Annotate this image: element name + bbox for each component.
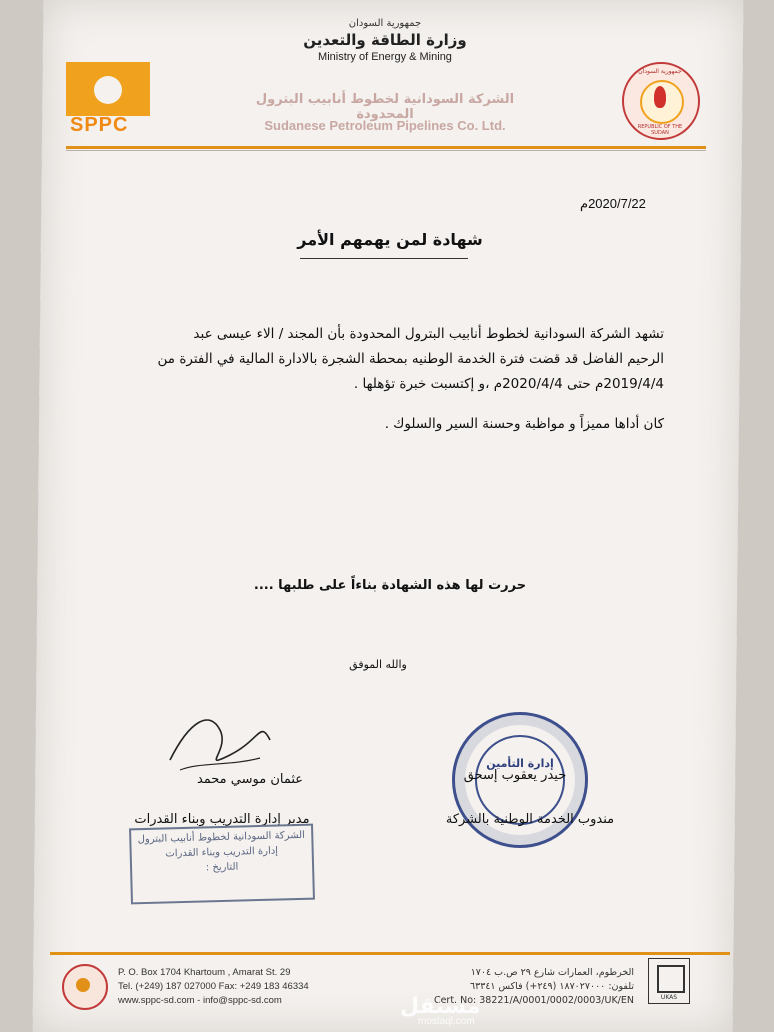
flame-icon — [654, 86, 666, 108]
dept-stamp-line-3: التاريخ : — [205, 861, 239, 874]
ukas-certification-icon — [648, 958, 690, 1004]
ukas-label: UKAS — [660, 994, 678, 1001]
footer-phone-ar: تلفون: ١٨٧٠٢٧٠٠٠ (٢٤٩+) فاكس ٦٣٣٤١ — [470, 981, 634, 992]
dept-stamp-line-2: إدارة التدريب وبناء القدرات — [165, 845, 279, 860]
footer-address-ar: الخرطوم، العمارات شارع ٢٩ ص.ب ١٧٠٤ — [470, 967, 634, 978]
body-line-4: كان أداها مميزاً و مواظبة وحسنة السير والسلوك . — [384, 416, 664, 432]
header-divider-thin — [66, 150, 706, 151]
right-signatory-name: حيدر يعقوب إسحق — [463, 768, 567, 783]
emblem-bottom-text: REPUBLIC OF THE SUDAN — [637, 124, 683, 136]
letter-body — [96, 322, 664, 437]
closing-salutation: والله الموفق — [349, 658, 407, 671]
stamp-label: إدارة التأمين — [486, 757, 554, 770]
header-divider — [66, 146, 706, 149]
footer-divider — [50, 952, 730, 955]
ministry-name-en: Ministry of Energy & Mining — [318, 51, 452, 63]
ministry-emblem — [622, 62, 700, 140]
letter-date: 2020/7/22م — [580, 196, 646, 211]
company-name-en: Sudanese Petroleum Pipelines Co. Ltd. — [264, 118, 506, 133]
dept-stamp-line-1: الشركة السودانية لخطوط أنابيب البترول — [137, 829, 306, 846]
footer-contact-en — [118, 966, 309, 1008]
sppc-logo-text: SPPC — [70, 114, 129, 136]
footer-cert-number: Cert. No: 38221/A/0001/0002/0003/UK/EN — [433, 995, 634, 1006]
title-underline — [300, 258, 468, 259]
body-line-1: تشهد الشركة السودانية لخطوط أنابيب البترول المحدودة بأن المجند / الاء عيسى عبد — [193, 326, 664, 342]
right-signatory-title: مندوب الخدمة الوطنية بالشركة — [445, 812, 615, 827]
watermark-ar: مستقل — [400, 994, 481, 1019]
body-line-3: 2019/4/4م حتى 2020/4/4م ،و إكتسبت خبرة تؤهلها . — [353, 376, 664, 392]
republic-label: جمهورية السودان — [348, 18, 422, 29]
footer-phone-en: Tel. (+249) 187 027000 Fax: +249 183 46334 — [118, 981, 309, 992]
company-name-ar: الشركة السودانية لخطوط أنابيب البترول المحدودة — [255, 92, 515, 122]
emblem-top-text: جمهورية السودان — [638, 68, 682, 75]
closing-statement: حررت لها هذه الشهادة بناءاً على طلبها .... — [253, 578, 527, 593]
sppc-logo-circle — [94, 76, 122, 104]
department-stamp — [129, 824, 315, 905]
watermark-en: mostaql.com — [418, 1016, 475, 1027]
sppc-logo — [66, 62, 150, 142]
left-signatory-title: مدير إدارة التدريب وبناء القدرات — [134, 812, 310, 827]
footer-web-en: www.sppc-sd.com - info@sppc-sd.com — [118, 995, 282, 1006]
handwritten-signature — [160, 700, 280, 780]
ministry-name-ar: وزارة الطاقة والتعدين — [303, 31, 467, 49]
footer-emblem-icon — [62, 964, 108, 1010]
body-line-2: الرحيم الفاضل قد قضت فترة الخدمة الوطنيه بمحطة الشجرة بالادارة المالية في الفترة من — [157, 351, 664, 367]
letterhead — [260, 18, 510, 63]
letter-title: شهادة لمن يهمهم الأمر — [297, 230, 483, 249]
footer-address-en: P. O. Box 1704 Khartoum , Amarat St. 29 — [118, 967, 291, 978]
left-signatory-name: عثمان موسي محمد — [196, 772, 304, 787]
